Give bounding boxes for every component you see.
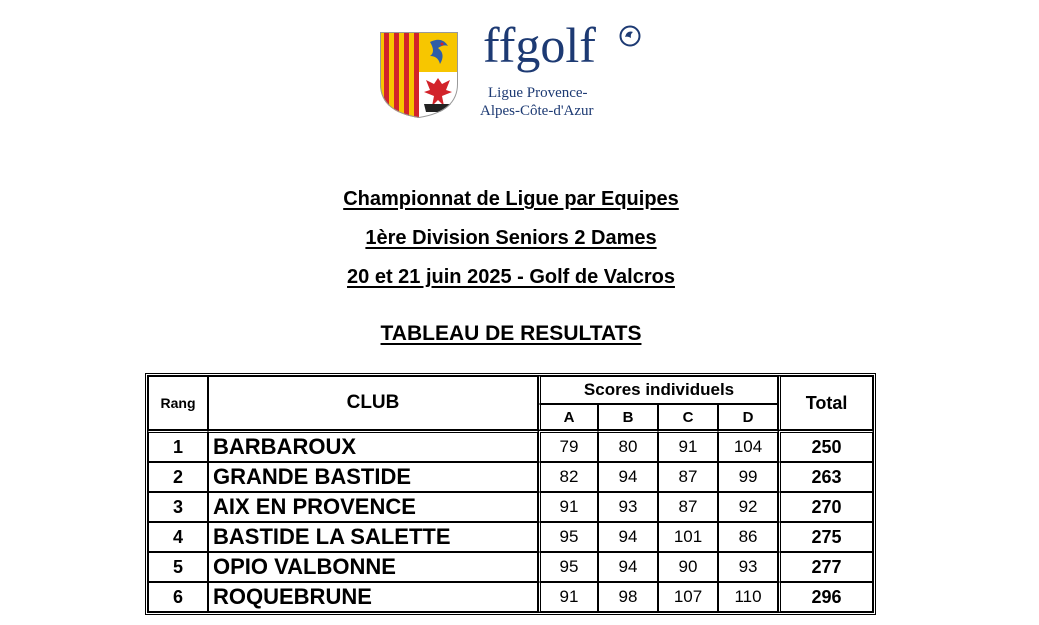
results-heading	[0, 322, 1022, 346]
ffgolf-wordmark: ffgolf	[483, 17, 596, 73]
total-cell: 263	[778, 462, 873, 492]
total-cell: 270	[778, 492, 873, 522]
score-c-cell: 90	[658, 552, 718, 582]
club-cell: BASTIDE LA SALETTE	[208, 522, 538, 552]
total-cell: 296	[778, 582, 873, 612]
score-b-cell: 80	[598, 430, 658, 462]
table-row	[148, 552, 873, 582]
score-c-cell: 101	[658, 522, 718, 552]
rank-cell: 5	[148, 552, 208, 582]
score-a-cell: 91	[538, 582, 598, 612]
tagline-line-2: Alpes-Côte-d'Azur	[480, 103, 594, 119]
score-b-cell: 94	[598, 522, 658, 552]
ligue-paca-shield-icon	[380, 32, 458, 118]
score-a-cell: 91	[538, 492, 598, 522]
table-row	[148, 522, 873, 552]
rank-cell: 1	[148, 430, 208, 462]
score-b-cell: 94	[598, 462, 658, 492]
header-row	[148, 376, 873, 404]
ffgolf-ligue-logo	[380, 17, 645, 122]
club-cell: GRANDE BASTIDE	[208, 462, 538, 492]
header-a: A	[538, 404, 598, 430]
score-a-cell: 95	[538, 522, 598, 552]
score-c-cell: 87	[658, 462, 718, 492]
club-cell: BARBAROUX	[208, 430, 538, 462]
results-title: TABLEAU DE RESULTATS	[380, 322, 642, 345]
logo-tagline	[480, 84, 594, 120]
club-cell: AIX EN PROVENCE	[208, 492, 538, 522]
ffgolf-swirl-icon	[618, 24, 642, 48]
total-cell: 250	[778, 430, 873, 462]
rank-cell: 3	[148, 492, 208, 522]
rank-cell: 6	[148, 582, 208, 612]
header-total: Total	[778, 376, 873, 430]
header-rang: Rang	[148, 376, 208, 430]
header-club: CLUB	[208, 376, 538, 430]
header-scores-individuels: Scores individuels	[538, 376, 778, 404]
table-row	[148, 492, 873, 522]
header-d: D	[718, 404, 778, 430]
score-a-cell: 95	[538, 552, 598, 582]
table-row	[148, 430, 873, 462]
table-row	[148, 582, 873, 612]
header-c: C	[658, 404, 718, 430]
header-b: B	[598, 404, 658, 430]
score-d-cell: 110	[718, 582, 778, 612]
score-d-cell: 92	[718, 492, 778, 522]
championship-title: Championnat de Ligue par Equipes	[343, 188, 679, 210]
score-d-cell: 86	[718, 522, 778, 552]
total-cell: 275	[778, 522, 873, 552]
club-cell: ROQUEBRUNE	[208, 582, 538, 612]
score-d-cell: 99	[718, 462, 778, 492]
rank-cell: 4	[148, 522, 208, 552]
score-c-cell: 107	[658, 582, 718, 612]
score-c-cell: 91	[658, 430, 718, 462]
score-d-cell: 93	[718, 552, 778, 582]
score-a-cell: 79	[538, 430, 598, 462]
total-cell: 277	[778, 552, 873, 582]
date-venue-title: 20 et 21 juin 2025 - Golf de Valcros	[347, 266, 675, 288]
score-c-cell: 87	[658, 492, 718, 522]
results-table	[145, 373, 876, 615]
score-d-cell: 104	[718, 430, 778, 462]
rank-cell: 2	[148, 462, 208, 492]
tagline-line-1: Ligue Provence-	[488, 85, 588, 101]
score-b-cell: 94	[598, 552, 658, 582]
score-b-cell: 98	[598, 582, 658, 612]
document-heading	[0, 180, 1022, 297]
table-row	[148, 462, 873, 492]
club-cell: OPIO VALBONNE	[208, 552, 538, 582]
score-b-cell: 93	[598, 492, 658, 522]
score-a-cell: 82	[538, 462, 598, 492]
division-title: 1ère Division Seniors 2 Dames	[365, 227, 657, 249]
